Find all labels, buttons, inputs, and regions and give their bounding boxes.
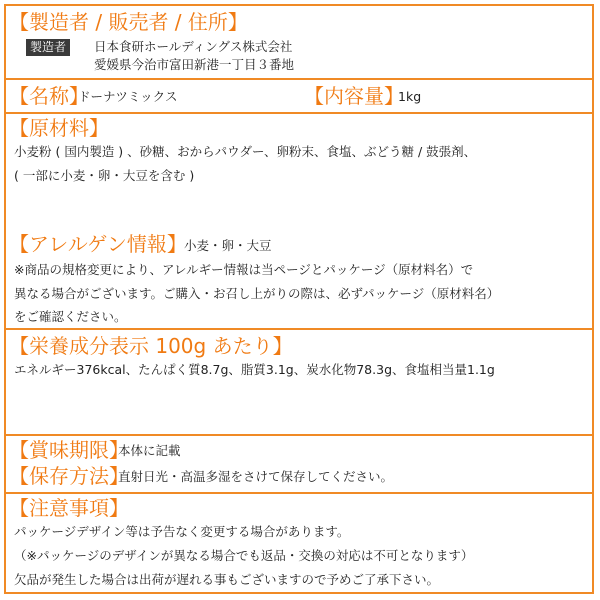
caution-line-3: 欠品が発生した場合は出荷が遅れる事もございますので予めご了承下さい。 (14, 572, 440, 587)
ingredients-heading: 【原材料】 (9, 116, 109, 140)
name-heading: 【名称】 (9, 84, 89, 108)
caution-heading: 【注意事項】 (9, 496, 129, 520)
expiry-heading: 【賞味期限】 (9, 438, 129, 462)
maker-company: 日本食研ホールディングス株式会社 (94, 39, 293, 54)
maker-badge: 製造者 (26, 39, 70, 56)
nutrition-heading: 【栄養成分表示 100g あたり】 (9, 334, 293, 358)
maker-section (6, 6, 592, 76)
caution-section (6, 494, 592, 592)
maker-address: 愛媛県今治市富田新港一丁目３番地 (94, 57, 295, 72)
ingredients-line-1: 小麦粉 ( 国内製造 ) 、砂糖、おからパウダー、卵粉末、食塩、ぶどう糖 / 鼓張剤、 (14, 144, 477, 159)
storage-value: 直射日光・高温多湿をさけて保存してください。 (118, 469, 394, 484)
ingredients-section (6, 114, 592, 230)
maker-heading: 【製造者 / 販売者 / 住所】 (9, 10, 248, 34)
storage-section (6, 462, 592, 492)
allergy-note-2: 異なる場合がございます。ご購入・お召し上がりの際は、必ずパッケージ（原材料名） (14, 286, 500, 301)
label-frame (4, 4, 594, 594)
expiry-section (6, 436, 592, 464)
nutrition-section (6, 330, 592, 434)
content-value: 1kg (398, 89, 422, 104)
expiry-value: 本体に記載 (118, 443, 181, 458)
allergy-note-1: ※商品の規格変更により、アレルギー情報は当ページとパッケージ（原材料名）で (14, 262, 474, 277)
product-section (6, 80, 592, 112)
caution-line-1: パッケージデザイン等は予告なく変更する場合があります。 (14, 524, 350, 539)
content-heading: 【内容量】 (304, 84, 404, 108)
nutrition-line: エネルギー376kcal、たんぱく質8.7g、脂質3.1g、炭水化物78.3g、食塩相当量1.1g (14, 362, 495, 377)
allergy-value: 小麦・卵・大豆 (184, 238, 272, 253)
name-value: ドーナツミックス (78, 89, 178, 104)
ingredients-line-2: ( 一部に小麦・卵・大豆を含む ) (14, 168, 195, 183)
allergy-heading: 【アレルゲン情報】 (9, 232, 187, 256)
allergy-note-3: をご確認ください。 (14, 309, 127, 324)
storage-heading: 【保存方法】 (9, 464, 129, 488)
caution-line-2: （※パッケージのデザインが異なる場合でも返品・交換の対応は不可となります） (14, 548, 474, 563)
allergy-section (6, 230, 592, 330)
